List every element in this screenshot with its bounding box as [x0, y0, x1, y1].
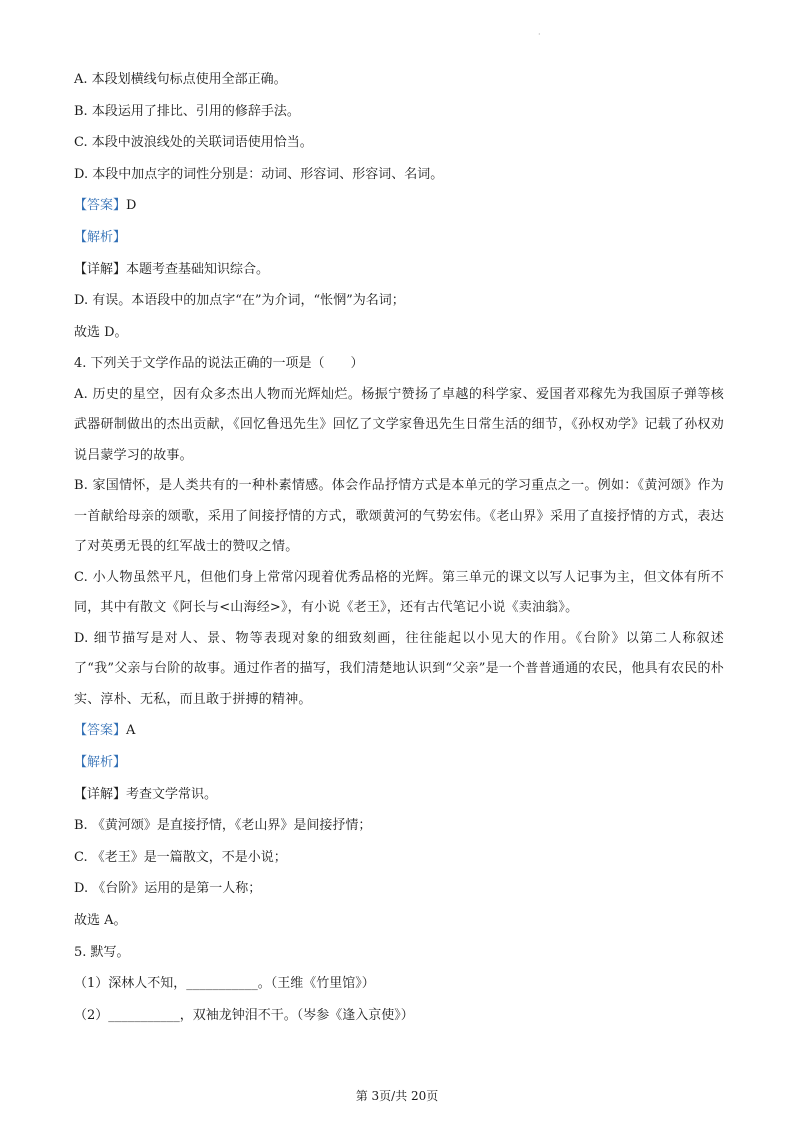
analysis-tag: 【解析】	[74, 755, 127, 771]
q4-detail	[74, 779, 724, 811]
q4-option-d: D. 细节描写是对人、景、物等表现对象的细致刻画，往往能起以小见大的作用。《台阶》以第二人称叙述了“我”父亲与台阶的故事。通过作者的描写，我们清楚地认识到“父亲”是一个普普通通的农民，他具有农民的朴实、淳朴、无私，而且敢于拼搏的精神。	[74, 630, 724, 707]
q4-option-c: C. 小人物虽然平凡，但他们身上常常闪现着优秀品格的光辉。第三单元的课文以写人记事为主，但文体有所不同，其中有散文《阿长与<山海经>》，有小说《老王》，还有古代笔记小说《卖油翁》。	[74, 569, 724, 616]
q3-analysis	[74, 222, 724, 254]
q4-option-b: B. 家国情怀，是人类共有的一种朴素情感。体会作品抒情方式是本单元的学习重点之一。例如：《黄河颂》作为一首献给母亲的颂歌，采用了间接抒情的方式，歌颂黄河的气势宏伟。《老山界》采用了直接抒情的方式，表达了对英勇无畏的红军战士的赞叹之情。	[74, 478, 724, 555]
q4-stem: 4. 下列关于文学作品的说法正确的一项是（ ）	[74, 356, 364, 372]
detail-tag: 【详解】	[74, 786, 127, 802]
answer-value: D	[126, 198, 137, 214]
q4-explanation-d: D. 《台阶》运用的是第一人称；	[74, 881, 262, 897]
q3-option-c: C. 本段中波浪线处的关联词语使用恰当。	[74, 135, 313, 151]
q5-item-2: （2）___________，双袖龙钟泪不干。（岑参《逢入京使》）	[74, 1007, 414, 1023]
q3-option-b: B. 本段运用了排比、引用的修辞手法。	[74, 103, 300, 119]
page-content	[74, 64, 724, 1031]
detail-tag: 【详解】	[74, 261, 127, 277]
answer-tag: 【答案】	[74, 723, 127, 739]
detail-text: 本题考查基础知识综合。	[126, 261, 270, 277]
corner-mark: ·	[538, 30, 541, 39]
q3-option-d: D. 本段中加点字的词性分别是：动词、形容词、形容词、名词。	[74, 166, 444, 182]
q5-stem: 5. 默写。	[74, 944, 130, 960]
q5-item-1: （1）深林人不知，___________。（王维《竹里馆》）	[74, 976, 375, 992]
q3-detail	[74, 254, 724, 286]
analysis-tag: 【解析】	[74, 229, 127, 245]
q4-conclusion: 故选 A。	[74, 913, 127, 928]
q3-explanation-d: D. 有误。本语段中的加点字“在”为介词，“怅惘”为名词；	[74, 293, 405, 309]
q3-option-a: A. 本段划横线句标点使用全部正确。	[74, 72, 287, 87]
answer-value: A	[126, 723, 136, 739]
q4-analysis	[74, 747, 724, 779]
detail-text: 考查文学常识。	[126, 786, 218, 802]
q3-answer	[74, 190, 724, 222]
q4-explanation-b: B. 《黄河颂》是直接抒情，《老山界》是间接抒情；	[74, 818, 372, 834]
q4-answer	[74, 715, 724, 747]
page-footer: 第 3页/共 20页	[355, 1089, 439, 1103]
answer-tag: 【答案】	[74, 198, 127, 214]
q3-conclusion: 故选 D。	[74, 324, 128, 340]
q4-option-a: A. 历史的星空，因有众多杰出人物而光辉灿烂。杨振宁赞扬了卓越的科学家、爱国者邓稼先为我国原子弹等核武器研制做出的杰出贡献，《回忆鲁迅先生》回忆了文学家鲁迅先生日常生活的细节，《孙权劝学》记载了孙权劝说吕蒙学习的故事。	[74, 386, 724, 463]
q4-explanation-c: C. 《老王》是一篇散文，不是小说；	[74, 849, 287, 865]
